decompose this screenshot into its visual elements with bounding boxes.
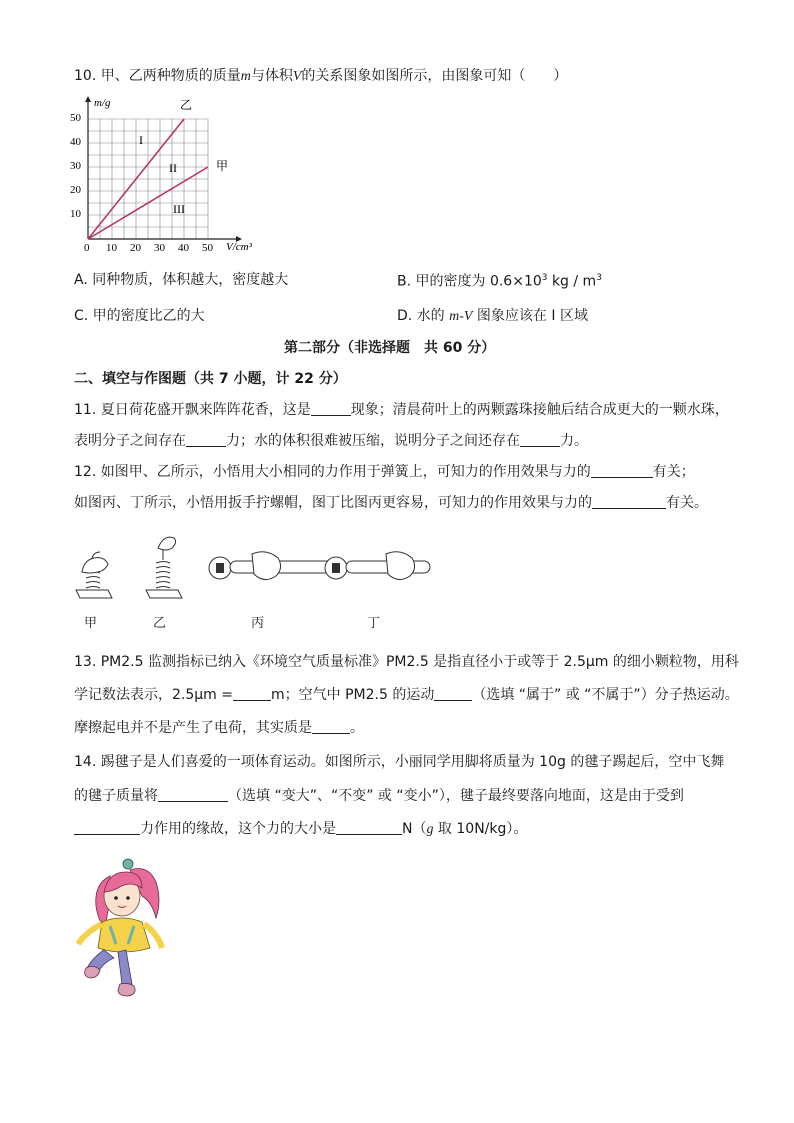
- q10-option-a: A. 同种物质，体积越大，密度越大: [74, 272, 289, 288]
- section-two-title: 二、填空与作图题（共 7 小题，计 22 分）: [74, 371, 347, 387]
- y-tick: 20: [70, 184, 81, 196]
- q13-blank-2[interactable]: [434, 686, 472, 701]
- x-tick: 30: [154, 242, 165, 254]
- q12-line-1: 12. 如图甲、乙所示，小悟用大小相同的力作用于弹簧上，可知力的作用效果与力的 有关；: [74, 464, 695, 480]
- wrench-at-end-figure: [325, 552, 430, 580]
- q12-blank-2[interactable]: [592, 494, 666, 509]
- spring-pull-figure: [146, 537, 182, 598]
- y-tick-labels: [70, 112, 82, 220]
- region-label-3: III: [173, 202, 185, 216]
- q11-line-2: 表明分子之间存在 力；水的体积很难被压缩，说明分子之间还存在 力。: [74, 433, 588, 449]
- x-tick: 20: [130, 242, 141, 254]
- q11-blank-3[interactable]: [520, 432, 560, 447]
- q12-figures: [70, 528, 440, 606]
- origin-label: 0: [84, 242, 90, 254]
- q10-stem: 10. 甲、乙两种物质的质量m与体积V的关系图象如图所示，由图象可知（ ）: [74, 68, 568, 84]
- q14-line-1: 14. 踢毽子是人们喜爱的一项体育运动。如图所示，小丽同学用脚将质量为 10g 的毽子踢起后，空中飞舞: [74, 754, 725, 770]
- q14-blank-1[interactable]: [158, 787, 228, 802]
- q11-blank-2[interactable]: [186, 432, 226, 447]
- fig-label-jia: 甲: [84, 616, 98, 631]
- graph-grid: [88, 119, 208, 239]
- q12-blank-1[interactable]: [591, 463, 653, 478]
- fig-label-ding: 丁: [367, 616, 381, 631]
- q14-blank-2[interactable]: [74, 820, 140, 835]
- spring-press-figure: [76, 552, 112, 598]
- fig-label-yi: 乙: [153, 616, 167, 631]
- q10-option-c: C. 甲的密度比乙的大: [74, 308, 205, 324]
- y-axis-label: m/g: [94, 97, 111, 109]
- q11-blank-1[interactable]: [311, 401, 351, 416]
- y-tick: 10: [70, 208, 81, 220]
- q13-line-3: 摩擦起电并不是产生了电荷，其实质是 。: [74, 720, 364, 736]
- q14-line-2: 的毽子质量将 （选填 “变大”、“不变” 或 “变小”），毽子最终要落向地面，这是由于受到: [74, 788, 684, 804]
- q10-mass-volume-graph: [66, 96, 266, 256]
- wrench-near-head-figure: [209, 552, 334, 580]
- q10-option-b: B. 甲的密度为 $0.6\times 10^3$ kg / $m^3$: [397, 273, 602, 290]
- y-tick: 50: [70, 112, 81, 124]
- y-tick: 40: [70, 136, 81, 148]
- q13-blank-1[interactable]: [233, 686, 271, 701]
- x-axis-label: V/cm³: [226, 241, 252, 253]
- y-tick: 30: [70, 160, 81, 172]
- x-tick: 40: [178, 242, 189, 254]
- region-label-2: II: [169, 161, 177, 175]
- q12-line-2: 如图丙、丁所示，小悟用扳手拧螺帽，图丁比图丙更容易，可知力的作用效果与力的 有关。: [74, 495, 708, 511]
- x-tick: 50: [202, 242, 213, 254]
- q14-blank-3[interactable]: [336, 820, 402, 835]
- x-tick-labels: [106, 242, 214, 254]
- series-label-yi: 乙: [180, 98, 193, 112]
- region-label-1: I: [139, 133, 143, 147]
- q11-line-1: 11. 夏日荷花盛开飘来阵阵花香，这是 现象；清晨荷叶上的两颗露珠接触后结合成更大的一颗水珠，: [74, 402, 729, 418]
- series-label-jia: 甲: [216, 159, 229, 173]
- q13-line-1: 13. PM2.5 监测指标已纳入《环境空气质量标准》PM2.5 是指直径小于或等于 2.5μm 的细小颗粒物，用科: [74, 654, 739, 670]
- x-tick: 10: [106, 242, 117, 254]
- part-two-title: 第二部分（非选择题 共 60 分）: [284, 340, 496, 356]
- q10-option-d: D. 水的 m-V 图象应该在 I 区域: [397, 308, 588, 324]
- shuttlecock-girl-illustration: [72, 856, 172, 1012]
- q14-line-3: 力作用的缘故，这个力的大小是 N（g 取 10N/kg）。: [74, 819, 527, 840]
- q13-blank-3[interactable]: [312, 719, 350, 734]
- fig-label-bing: 丙: [251, 616, 265, 631]
- q13-line-2: 学记数法表示，2.5μm = m；空气中 PM2.5 的运动 （选填 “属于” 或 “不属于”）分子热运动。: [74, 687, 739, 703]
